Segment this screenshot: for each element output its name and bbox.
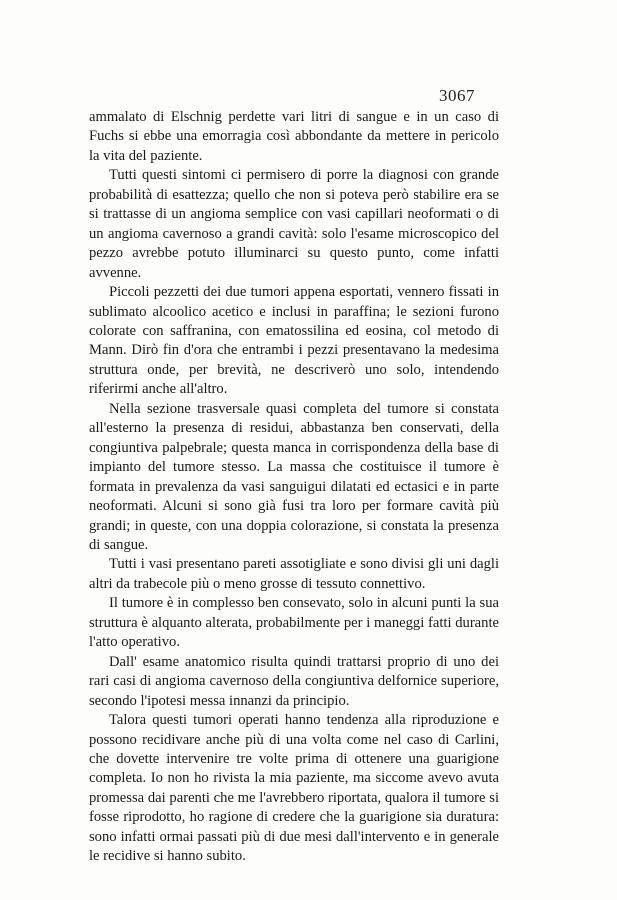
paragraph-symptoms-diagnosis: Tutti questi sintomi ci permisero di porre la diagnosi con grande probabilità di esattezza; quello che non si poteva però stabilire era se si trattasse di un angioma semplice con vasi capillari neoformati o di un angioma cavernoso a grandi cavità: solo l'esame microscopico del pezzo avrebbe potuto illuminarci su questo punto, come infatti avvenne. <box>89 167 499 281</box>
paragraph-specimen-preparation: Piccoli pezzetti dei due tumori appena esportati, vennero fissati in sublimato alcoolico acetico e inclusi in paraffina; le sezioni furono colorate con saffranina, con ematossilina ed eosina, col metodo di Mann. Dirò fin d'ora che entrambi i pezzi presentavano la medesima struttura onde, per brevità, ne descriverò uno solo, intendendo riferirmi anche all'altro. <box>89 284 499 398</box>
paragraph-preservation: Il tumore è in complesso ben consevato, solo in alcuni punti la sua struttura è alquanto alterata, probabilmente per i maneggi fatti durante l'atto operativo. <box>89 595 499 651</box>
paragraph-anatomical-exam: Dall' esame anatomico risulta quindi trattarsi proprio di uno dei rari casi di angioma cavernoso della congiuntiva delfornice superiore, secondo l'ipotesi messa innanzi da principio. <box>89 653 499 709</box>
page-number: 3067 <box>439 86 475 105</box>
body-text <box>89 108 499 867</box>
paragraph-vessels: Tutti i vasi presentano pareti assotigliate e sono divisi gli uni dagli altri da trabecole più o meno grosse di tessuto connettivo. <box>89 556 499 592</box>
paragraph-recurrence: Talora questi tumori operati hanno tendenza alla riproduzione e possono recidivare anche più di una volta come nel caso di Carlini, che dovette intervenire tre volte prima di ottenere una guarigione completa. Io non ho rivista la mia paziente, ma siccome avevo avuta promessa dai parenti che me l'avrebbero riportata, qualora il tumore si fosse riprodotto, ho ragione di credere che la guarigione sia duratura: sono infatti ormai passati più di due mesi dall'intervento e in generale le recidive si hanno subito. <box>89 712 499 865</box>
paragraph-cross-section: Nella sezione trasversale quasi completa del tumore si constata all'esterno la presenza di residui, abbastanza ben conservati, della congiuntiva palpebrale; questa manca in corrispondenza della base di impianto del tumore stesso. La massa che costituisce il tumore è formata in prevalenza da vasi sanguigui dilatati ed ectasici e in parte neoformati. Alcuni si sono già fusi tra loro per formare cavità più grandi; in queste, con una doppia colorazione, si constata la presenza di sangue. <box>89 400 499 553</box>
paragraph-continuation: ammalato di Elschnig perdette vari litri di sangue e in un caso di Fuchs si ebbe una emorragia così abbondante da mettere in pericolo la vita del paziente. <box>89 109 499 164</box>
